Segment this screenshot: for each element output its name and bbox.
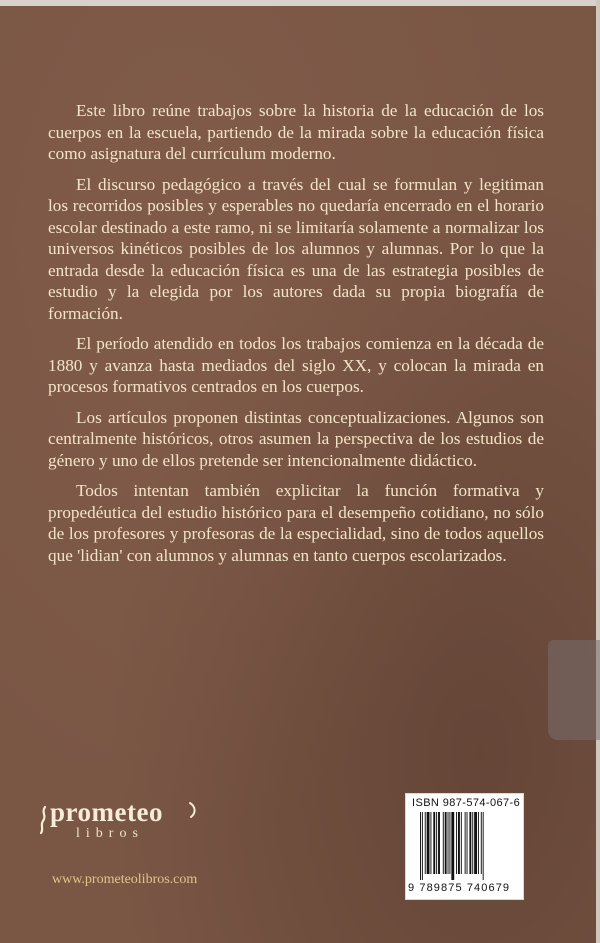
page-edge-right [596,0,600,943]
barcode-bar [425,812,426,874]
barcode-icon [420,812,512,880]
barcode-bar [448,812,449,874]
barcode-bar [445,812,447,874]
logo-swash-icon [188,801,198,819]
barcode-bar [461,812,462,874]
publisher-website: www.prometeolibros.com [52,872,198,887]
barcode-bar [472,812,473,874]
blurb-paragraph-2: El discurso pedagógico a través del cual se formulan y legitiman los recorridos posibles y esperables no quedaría encerrado en el horario escolar destinado a este ramo, ni se limitaría solamente a normalizar los universos kinéticos posibles de los alumnos y alumnas. Por lo que la entrada desde la educación física es una de las estrategia posibles de estudio y la elegida por los autores dada su propia biografía de formación. [48,174,544,323]
blurb-paragraph-1: Este libro reúne trabajos sobre la historia de la educación de los cuerpos en la escuela, partiendo de la mirada sobre la educación física como asignatura del currículum moderno. [48,101,544,163]
barcode-bar [483,812,484,880]
barcode-bar [481,812,482,874]
blurb-paragraph-5: Todos intentan también explicitar la función formativa y propedéutica del estudio histórico para el desempeño cotidiano, no sólo de los profesores y profesoras de la especialidad, sino de todos aquellos que 'lidian' con alumnos y alumnas en tanto cuerpos escolarizados. [48,481,544,565]
barcode-bar [474,812,477,874]
isbn-barcode [405,793,524,900]
page-edge-top [0,0,600,6]
isbn-label: ISBN 987-574-067-6 [412,797,521,809]
barcode-bar [465,812,466,874]
barcode-bar [458,812,460,874]
publisher-subtitle: libros [76,826,144,841]
barcode-bar [427,812,430,874]
barcode-bar [478,812,479,874]
cover-wear-mark [548,640,600,740]
barcode-bar [422,812,423,880]
publisher-logo [36,797,236,847]
publisher-name: prometeo [50,797,163,827]
barcode-bar [438,812,440,874]
barcode-bar [456,812,457,874]
barcode-bar [443,812,444,874]
barcode-bar [430,812,431,874]
barcode-bar [433,812,435,874]
barcode-bar [467,812,468,874]
barcode-bar [436,812,437,874]
barcode-bar [451,812,454,880]
barcode-bar [449,812,450,874]
blurb-paragraph-4: Los artículos proponen distintas conceptualizaciones. Algunos son centralmente históricos, otros asumen la perspectiva de los estudios de género y uno de ellos pretende ser intencionalmente didáctico. [48,407,544,470]
barcode-bar [469,812,471,874]
blurb-text [48,100,544,575]
prometeo-flame-icon [36,805,50,835]
blurb-paragraph-3: El período atendido en todos los trabajos comienza en la década de 1880 y avanza hasta mediados del siglo XX, y colocan la mirada en procesos formativos centrados en los cuerpos. [48,334,544,396]
barcode-bar [420,812,421,880]
ean-digits: 9 789875 740679 [408,882,511,894]
